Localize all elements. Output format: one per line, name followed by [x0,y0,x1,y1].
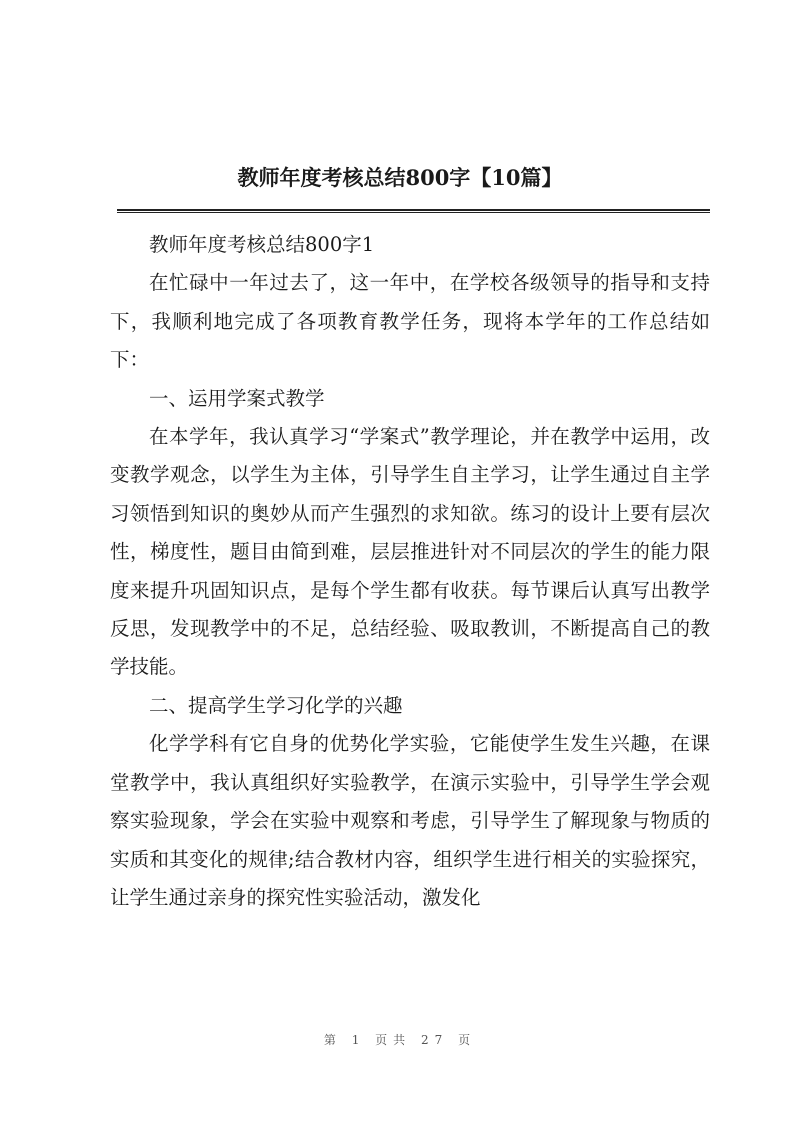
section-heading: 二、提高学生学习化学的兴趣 [149,693,403,717]
section-heading: 教师年度考核总结800字1 [149,233,375,256]
section-heading: 一、运用学案式教学 [149,386,325,410]
title-divider [117,209,710,213]
document-body [110,226,710,917]
page-number: 第 1 页共 27 页 [323,1033,477,1047]
paragraph: 在忙碌中一年过去了，这一年中，在学校各级领导的指导和支持下，我顺利地完成了各项教育教学任务，现将本学年的工作总结如下： [110,271,710,372]
document-title: 教师年度考核总结800字【10篇】 [237,165,563,190]
paragraph: 化学学科有它自身的优势化学实验，它能使学生发生兴趣，在课堂教学中，我认真组织好实验教学，在演示实验中，引导学生学会观察实验现象，学会在实验中观察和考虑，引导学生了解现象与物质的实质和其变化的规律;结合教材内容，组织学生进行相关的实验探究，让学生通过亲身的探究性实验活动，激发化 [110,732,710,909]
paragraph: 在本学年，我认真学习“学案式”教学理论，并在教学中运用，改变教学观念，以学生为主体，引导学生自主学习，让学生通过自主学习领悟到知识的奥妙从而产生强烈的求知欲。练习的设计上要有层次性，梯度性，题目由简到难，层层推进针对不同层次的学生的能力限度来提升巩固知识点，是每个学生都有收获。每节课后认真写出教学反思，发现教学中的不足，总结经验、吸取教训，不断提高自己的教学技能。 [110,425,710,679]
